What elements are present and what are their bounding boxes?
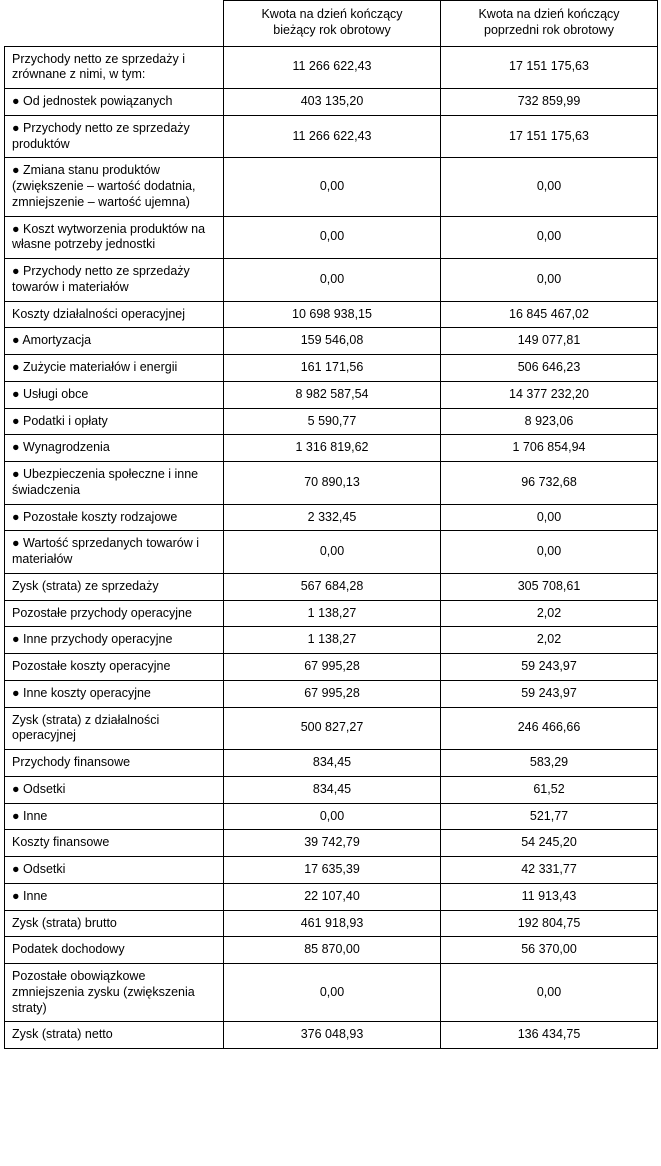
row-current-value: 67 995,28 [224, 680, 441, 707]
table-row [5, 504, 658, 531]
row-current-value: 567 684,28 [224, 573, 441, 600]
row-current-value: 0,00 [224, 216, 441, 259]
row-label: Pozostałe koszty operacyjne [5, 654, 224, 681]
row-label: ● Odsetki [5, 776, 224, 803]
row-current-value: 2 332,45 [224, 504, 441, 531]
table-row [5, 531, 658, 574]
row-previous-value: 42 331,77 [441, 857, 658, 884]
row-current-value: 5 590,77 [224, 408, 441, 435]
table-row [5, 857, 658, 884]
row-label: ● Podatki i opłaty [5, 408, 224, 435]
row-current-value: 159 546,08 [224, 328, 441, 355]
row-label: Podatek dochodowy [5, 937, 224, 964]
table-row [5, 1022, 658, 1049]
row-current-value: 17 635,39 [224, 857, 441, 884]
row-previous-value: 305 708,61 [441, 573, 658, 600]
row-previous-value: 506 646,23 [441, 355, 658, 382]
row-previous-value: 11 913,43 [441, 883, 658, 910]
row-label: ● Odsetki [5, 857, 224, 884]
row-current-value: 70 890,13 [224, 462, 441, 505]
row-current-value: 376 048,93 [224, 1022, 441, 1049]
row-previous-value: 192 804,75 [441, 910, 658, 937]
row-previous-value: 17 151 175,63 [441, 46, 658, 89]
row-current-value: 0,00 [224, 259, 441, 302]
table-row [5, 115, 658, 158]
row-current-value: 10 698 938,15 [224, 301, 441, 328]
row-previous-value: 583,29 [441, 750, 658, 777]
row-current-value: 0,00 [224, 803, 441, 830]
row-current-value: 461 918,93 [224, 910, 441, 937]
row-current-value: 161 171,56 [224, 355, 441, 382]
row-label: ● Wartość sprzedanych towarów i materiałów [5, 531, 224, 574]
table-row [5, 435, 658, 462]
row-previous-value: 0,00 [441, 964, 658, 1022]
table-row [5, 830, 658, 857]
row-current-value: 67 995,28 [224, 654, 441, 681]
row-current-value: 1 138,27 [224, 627, 441, 654]
table-body [5, 46, 658, 1049]
row-previous-value: 2,02 [441, 627, 658, 654]
row-label: Pozostałe przychody operacyjne [5, 600, 224, 627]
profit-and-loss-table [4, 0, 658, 1049]
row-label: Koszty działalności operacyjnej [5, 301, 224, 328]
row-label: ● Od jednostek powiązanych [5, 89, 224, 116]
row-previous-value: 59 243,97 [441, 680, 658, 707]
row-label: ● Inne przychody operacyjne [5, 627, 224, 654]
table-row [5, 707, 658, 750]
row-current-value: 39 742,79 [224, 830, 441, 857]
row-current-value: 1 138,27 [224, 600, 441, 627]
row-label: ● Koszt wytworzenia produktów na własne potrzeby jednostki [5, 216, 224, 259]
row-current-value: 403 135,20 [224, 89, 441, 116]
row-previous-value: 96 732,68 [441, 462, 658, 505]
row-current-value: 85 870,00 [224, 937, 441, 964]
table-row [5, 89, 658, 116]
table-header [5, 1, 658, 47]
row-current-value: 834,45 [224, 750, 441, 777]
row-previous-value: 54 245,20 [441, 830, 658, 857]
table-row [5, 46, 658, 89]
table-row [5, 216, 658, 259]
table-row [5, 381, 658, 408]
table-row [5, 803, 658, 830]
table-row [5, 654, 658, 681]
row-label: ● Inne [5, 803, 224, 830]
table-row [5, 462, 658, 505]
row-label: Zysk (strata) netto [5, 1022, 224, 1049]
row-previous-value: 17 151 175,63 [441, 115, 658, 158]
row-previous-value: 0,00 [441, 216, 658, 259]
row-label: Zysk (strata) z działalności operacyjnej [5, 707, 224, 750]
row-label: Pozostałe obowiązkowe zmniejszenia zysku (zwiększenia straty) [5, 964, 224, 1022]
table-row [5, 937, 658, 964]
row-current-value: 22 107,40 [224, 883, 441, 910]
row-current-value: 0,00 [224, 158, 441, 216]
row-label: ● Zmiana stanu produktów (zwiększenie – wartość dodatnia, zmniejszenie – wartość ujemna) [5, 158, 224, 216]
row-previous-value: 0,00 [441, 504, 658, 531]
row-label: Przychody finansowe [5, 750, 224, 777]
row-label: ● Zużycie materiałów i energii [5, 355, 224, 382]
row-label: Przychody netto ze sprzedaży i zrównane z nimi, w tym: [5, 46, 224, 89]
row-previous-value: 246 466,66 [441, 707, 658, 750]
table-row [5, 627, 658, 654]
table-row [5, 964, 658, 1022]
row-previous-value: 0,00 [441, 259, 658, 302]
table-row [5, 573, 658, 600]
row-previous-value: 16 845 467,02 [441, 301, 658, 328]
row-label: Koszty finansowe [5, 830, 224, 857]
row-current-value: 834,45 [224, 776, 441, 803]
row-label: ● Inne koszty operacyjne [5, 680, 224, 707]
row-current-value: 1 316 819,62 [224, 435, 441, 462]
row-label: ● Ubezpieczenia społeczne i inne świadczenia [5, 462, 224, 505]
row-current-value: 0,00 [224, 531, 441, 574]
table-row [5, 910, 658, 937]
row-label: Zysk (strata) brutto [5, 910, 224, 937]
table-row [5, 408, 658, 435]
table-row [5, 158, 658, 216]
row-previous-value: 59 243,97 [441, 654, 658, 681]
row-previous-value: 521,77 [441, 803, 658, 830]
row-current-value: 500 827,27 [224, 707, 441, 750]
header-previous-year [441, 1, 658, 47]
row-previous-value: 0,00 [441, 158, 658, 216]
header-current-year [224, 1, 441, 47]
header-previous-year-line2: poprzedni rok obrotowy [484, 22, 614, 37]
header-current-year-line2: bieżący rok obrotowy [273, 22, 391, 37]
row-previous-value: 61,52 [441, 776, 658, 803]
row-previous-value: 136 434,75 [441, 1022, 658, 1049]
row-previous-value: 56 370,00 [441, 937, 658, 964]
row-previous-value: 14 377 232,20 [441, 381, 658, 408]
row-current-value: 11 266 622,43 [224, 115, 441, 158]
row-label: ● Wynagrodzenia [5, 435, 224, 462]
row-label: ● Amortyzacja [5, 328, 224, 355]
row-previous-value: 149 077,81 [441, 328, 658, 355]
table-row [5, 355, 658, 382]
table-row [5, 259, 658, 302]
header-row [5, 1, 658, 47]
row-label: ● Inne [5, 883, 224, 910]
row-label: ● Usługi obce [5, 381, 224, 408]
row-previous-value: 732 859,99 [441, 89, 658, 116]
row-current-value: 11 266 622,43 [224, 46, 441, 89]
row-previous-value: 8 923,06 [441, 408, 658, 435]
row-label: ● Przychody netto ze sprzedaży towarów i materiałów [5, 259, 224, 302]
row-current-value: 8 982 587,54 [224, 381, 441, 408]
row-previous-value: 1 706 854,94 [441, 435, 658, 462]
row-label: ● Przychody netto ze sprzedaży produktów [5, 115, 224, 158]
row-previous-value: 0,00 [441, 531, 658, 574]
table-row [5, 776, 658, 803]
row-label: ● Pozostałe koszty rodzajowe [5, 504, 224, 531]
table-row [5, 328, 658, 355]
row-previous-value: 2,02 [441, 600, 658, 627]
table-row [5, 301, 658, 328]
row-current-value: 0,00 [224, 964, 441, 1022]
header-label-column [5, 1, 224, 47]
header-previous-year-line1: Kwota na dzień kończący [478, 7, 620, 21]
row-label: Zysk (strata) ze sprzedaży [5, 573, 224, 600]
table-row [5, 680, 658, 707]
table-row [5, 600, 658, 627]
table-row [5, 750, 658, 777]
table-row [5, 883, 658, 910]
header-current-year-line1: Kwota na dzień kończący [261, 7, 403, 21]
